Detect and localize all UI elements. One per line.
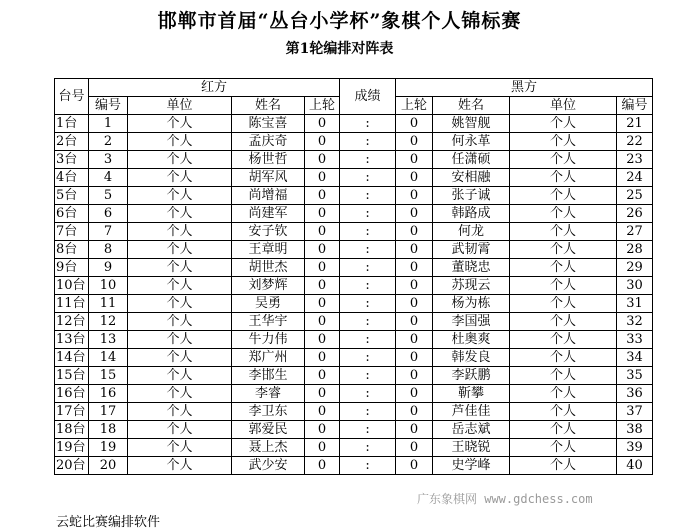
black-name-cell: 韩发良 — [433, 349, 510, 367]
software-credit: 云蛇比赛编排软件 — [56, 515, 161, 530]
board-cell: 3台 — [55, 151, 89, 169]
black-name-cell: 张子诚 — [433, 187, 510, 205]
header-board: 台号 — [55, 79, 89, 115]
board-cell: 19台 — [55, 439, 89, 457]
black-unit-cell: 个人 — [510, 295, 617, 313]
result-cell: : — [340, 133, 396, 151]
black-prev-score-cell: 0 — [396, 295, 433, 313]
result-cell: : — [340, 385, 396, 403]
black-number-cell: 31 — [617, 295, 653, 313]
black-unit-cell: 个人 — [510, 403, 617, 421]
board-cell: 11台 — [55, 295, 89, 313]
red-number-cell: 3 — [89, 151, 128, 169]
table-row — [55, 367, 653, 385]
black-number-cell: 22 — [617, 133, 653, 151]
black-name-cell: 杨为栋 — [433, 295, 510, 313]
result-cell: : — [340, 349, 396, 367]
red-number-cell: 11 — [89, 295, 128, 313]
black-name-cell: 史学峰 — [433, 457, 510, 475]
black-name-cell: 武韧霄 — [433, 241, 510, 259]
result-cell: : — [340, 277, 396, 295]
red-name-cell: 王章明 — [232, 241, 305, 259]
black-number-cell: 23 — [617, 151, 653, 169]
red-name-cell: 陈宝喜 — [232, 115, 305, 133]
black-number-cell: 21 — [617, 115, 653, 133]
black-number-cell: 37 — [617, 403, 653, 421]
red-name-cell: 胡世杰 — [232, 259, 305, 277]
black-prev-score-cell: 0 — [396, 277, 433, 295]
black-unit-cell: 个人 — [510, 277, 617, 295]
black-name-cell: 董晓忠 — [433, 259, 510, 277]
pairing-table — [54, 78, 653, 475]
black-name-cell: 姚智舰 — [433, 115, 510, 133]
board-cell: 13台 — [55, 331, 89, 349]
red-prev-score-cell: 0 — [305, 241, 340, 259]
red-number-cell: 1 — [89, 115, 128, 133]
red-unit-cell: 个人 — [128, 313, 232, 331]
result-cell: : — [340, 169, 396, 187]
result-cell: : — [340, 187, 396, 205]
black-number-cell: 36 — [617, 385, 653, 403]
black-name-cell: 李国强 — [433, 313, 510, 331]
black-unit-cell: 个人 — [510, 151, 617, 169]
red-name-cell: 牛力伟 — [232, 331, 305, 349]
black-number-cell: 28 — [617, 241, 653, 259]
black-unit-cell: 个人 — [510, 133, 617, 151]
black-number-cell: 30 — [617, 277, 653, 295]
black-number-cell: 39 — [617, 439, 653, 457]
red-prev-score-cell: 0 — [305, 295, 340, 313]
red-unit-cell: 个人 — [128, 169, 232, 187]
black-unit-cell: 个人 — [510, 223, 617, 241]
red-number-cell: 2 — [89, 133, 128, 151]
header-black-name: 姓名 — [433, 97, 510, 115]
watermark-text: 广东象棋网 www.gdchess.com — [417, 492, 593, 506]
red-prev-score-cell: 0 — [305, 151, 340, 169]
header-red-number: 编号 — [89, 97, 128, 115]
black-prev-score-cell: 0 — [396, 313, 433, 331]
red-number-cell: 5 — [89, 187, 128, 205]
black-unit-cell: 个人 — [510, 349, 617, 367]
result-cell: : — [340, 151, 396, 169]
header-red-side: 红方 — [89, 79, 340, 97]
table-row — [55, 331, 653, 349]
black-prev-score-cell: 0 — [396, 403, 433, 421]
red-number-cell: 16 — [89, 385, 128, 403]
red-number-cell: 7 — [89, 223, 128, 241]
black-prev-score-cell: 0 — [396, 115, 433, 133]
red-prev-score-cell: 0 — [305, 313, 340, 331]
result-cell: : — [340, 367, 396, 385]
black-prev-score-cell: 0 — [396, 259, 433, 277]
red-unit-cell: 个人 — [128, 241, 232, 259]
board-cell: 15台 — [55, 367, 89, 385]
red-name-cell: 聂上杰 — [232, 439, 305, 457]
board-cell: 4台 — [55, 169, 89, 187]
red-number-cell: 9 — [89, 259, 128, 277]
red-number-cell: 4 — [89, 169, 128, 187]
red-number-cell: 13 — [89, 331, 128, 349]
header-row-top — [55, 79, 653, 97]
red-unit-cell: 个人 — [128, 385, 232, 403]
black-unit-cell: 个人 — [510, 313, 617, 331]
red-name-cell: 郑广州 — [232, 349, 305, 367]
red-number-cell: 20 — [89, 457, 128, 475]
header-black-unit: 单位 — [510, 97, 617, 115]
black-number-cell: 27 — [617, 223, 653, 241]
result-cell: : — [340, 295, 396, 313]
header-result: 成绩 — [340, 79, 396, 115]
result-cell: : — [340, 313, 396, 331]
red-prev-score-cell: 0 — [305, 187, 340, 205]
page-title: 邯郸市首届“丛台小学杯”象棋个人锦标赛 — [157, 10, 522, 32]
red-prev-score-cell: 0 — [305, 115, 340, 133]
black-unit-cell: 个人 — [510, 259, 617, 277]
red-prev-score-cell: 0 — [305, 457, 340, 475]
black-prev-score-cell: 0 — [396, 169, 433, 187]
red-name-cell: 郭爱民 — [232, 421, 305, 439]
black-prev-score-cell: 0 — [396, 421, 433, 439]
table-row — [55, 205, 653, 223]
black-name-cell: 王晓锐 — [433, 439, 510, 457]
red-unit-cell: 个人 — [128, 421, 232, 439]
red-prev-score-cell: 0 — [305, 349, 340, 367]
black-prev-score-cell: 0 — [396, 241, 433, 259]
red-number-cell: 15 — [89, 367, 128, 385]
black-number-cell: 40 — [617, 457, 653, 475]
table-row — [55, 385, 653, 403]
table-row — [55, 115, 653, 133]
result-cell: : — [340, 403, 396, 421]
red-name-cell: 杨世哲 — [232, 151, 305, 169]
black-prev-score-cell: 0 — [396, 367, 433, 385]
red-name-cell: 胡军风 — [232, 169, 305, 187]
table-row — [55, 187, 653, 205]
black-number-cell: 33 — [617, 331, 653, 349]
header-black-number: 编号 — [617, 97, 653, 115]
red-number-cell: 6 — [89, 205, 128, 223]
board-cell: 2台 — [55, 133, 89, 151]
black-prev-score-cell: 0 — [396, 187, 433, 205]
red-number-cell: 18 — [89, 421, 128, 439]
red-name-cell: 尚增福 — [232, 187, 305, 205]
black-name-cell: 韩路成 — [433, 205, 510, 223]
red-unit-cell: 个人 — [128, 151, 232, 169]
red-name-cell: 李睿 — [232, 385, 305, 403]
red-number-cell: 12 — [89, 313, 128, 331]
board-cell: 6台 — [55, 205, 89, 223]
red-prev-score-cell: 0 — [305, 421, 340, 439]
red-unit-cell: 个人 — [128, 115, 232, 133]
red-name-cell: 李邯生 — [232, 367, 305, 385]
black-number-cell: 26 — [617, 205, 653, 223]
black-prev-score-cell: 0 — [396, 133, 433, 151]
red-name-cell: 武少安 — [232, 457, 305, 475]
red-prev-score-cell: 0 — [305, 403, 340, 421]
red-name-cell: 王华宇 — [232, 313, 305, 331]
result-cell: : — [340, 259, 396, 277]
black-number-cell: 38 — [617, 421, 653, 439]
red-name-cell: 吴勇 — [232, 295, 305, 313]
board-cell: 8台 — [55, 241, 89, 259]
table-row — [55, 277, 653, 295]
black-number-cell: 32 — [617, 313, 653, 331]
black-unit-cell: 个人 — [510, 331, 617, 349]
header-red-unit: 单位 — [128, 97, 232, 115]
black-prev-score-cell: 0 — [396, 205, 433, 223]
round-subtitle: 第1轮编排对阵表 — [285, 41, 394, 57]
black-prev-score-cell: 0 — [396, 457, 433, 475]
red-unit-cell: 个人 — [128, 259, 232, 277]
header-red-name: 姓名 — [232, 97, 305, 115]
black-prev-score-cell: 0 — [396, 385, 433, 403]
red-number-cell: 8 — [89, 241, 128, 259]
black-prev-score-cell: 0 — [396, 349, 433, 367]
board-cell: 12台 — [55, 313, 89, 331]
red-name-cell: 刘梦辉 — [232, 277, 305, 295]
black-unit-cell: 个人 — [510, 367, 617, 385]
red-unit-cell: 个人 — [128, 223, 232, 241]
result-cell: : — [340, 241, 396, 259]
table-row — [55, 457, 653, 475]
red-number-cell: 17 — [89, 403, 128, 421]
black-number-cell: 29 — [617, 259, 653, 277]
red-prev-score-cell: 0 — [305, 259, 340, 277]
table-row — [55, 133, 653, 151]
red-name-cell: 孟庆奇 — [232, 133, 305, 151]
red-name-cell: 安子钦 — [232, 223, 305, 241]
black-number-cell: 34 — [617, 349, 653, 367]
black-number-cell: 25 — [617, 187, 653, 205]
table-row — [55, 349, 653, 367]
black-name-cell: 何永革 — [433, 133, 510, 151]
black-name-cell: 靳攀 — [433, 385, 510, 403]
red-unit-cell: 个人 — [128, 349, 232, 367]
header-black-side: 黑方 — [396, 79, 653, 97]
header-black-prev: 上轮 — [396, 97, 433, 115]
red-prev-score-cell: 0 — [305, 223, 340, 241]
table-row — [55, 421, 653, 439]
black-prev-score-cell: 0 — [396, 439, 433, 457]
black-unit-cell: 个人 — [510, 457, 617, 475]
black-unit-cell: 个人 — [510, 439, 617, 457]
board-cell: 18台 — [55, 421, 89, 439]
red-unit-cell: 个人 — [128, 403, 232, 421]
table-row — [55, 295, 653, 313]
red-prev-score-cell: 0 — [305, 169, 340, 187]
table-row — [55, 241, 653, 259]
black-unit-cell: 个人 — [510, 385, 617, 403]
black-name-cell: 安相融 — [433, 169, 510, 187]
black-name-cell: 岳志斌 — [433, 421, 510, 439]
table-row — [55, 223, 653, 241]
board-cell: 20台 — [55, 457, 89, 475]
red-number-cell: 14 — [89, 349, 128, 367]
table-row — [55, 169, 653, 187]
board-cell: 10台 — [55, 277, 89, 295]
red-unit-cell: 个人 — [128, 277, 232, 295]
black-unit-cell: 个人 — [510, 421, 617, 439]
black-name-cell: 苏现云 — [433, 277, 510, 295]
red-prev-score-cell: 0 — [305, 277, 340, 295]
table-row — [55, 403, 653, 421]
black-prev-score-cell: 0 — [396, 223, 433, 241]
black-unit-cell: 个人 — [510, 187, 617, 205]
result-cell: : — [340, 205, 396, 223]
black-unit-cell: 个人 — [510, 205, 617, 223]
board-cell: 5台 — [55, 187, 89, 205]
black-number-cell: 24 — [617, 169, 653, 187]
red-prev-score-cell: 0 — [305, 331, 340, 349]
red-prev-score-cell: 0 — [305, 385, 340, 403]
table-row — [55, 259, 653, 277]
result-cell: : — [340, 115, 396, 133]
board-cell: 1台 — [55, 115, 89, 133]
red-number-cell: 19 — [89, 439, 128, 457]
red-unit-cell: 个人 — [128, 367, 232, 385]
black-prev-score-cell: 0 — [396, 331, 433, 349]
red-prev-score-cell: 0 — [305, 205, 340, 223]
red-unit-cell: 个人 — [128, 439, 232, 457]
black-prev-score-cell: 0 — [396, 151, 433, 169]
black-number-cell: 35 — [617, 367, 653, 385]
black-unit-cell: 个人 — [510, 169, 617, 187]
red-name-cell: 尚建军 — [232, 205, 305, 223]
red-unit-cell: 个人 — [128, 187, 232, 205]
board-cell: 17台 — [55, 403, 89, 421]
red-prev-score-cell: 0 — [305, 439, 340, 457]
black-unit-cell: 个人 — [510, 115, 617, 133]
board-cell: 14台 — [55, 349, 89, 367]
black-name-cell: 李跃鹏 — [433, 367, 510, 385]
red-prev-score-cell: 0 — [305, 133, 340, 151]
table-row — [55, 313, 653, 331]
board-cell: 16台 — [55, 385, 89, 403]
red-unit-cell: 个人 — [128, 331, 232, 349]
red-name-cell: 李卫东 — [232, 403, 305, 421]
red-prev-score-cell: 0 — [305, 367, 340, 385]
red-unit-cell: 个人 — [128, 457, 232, 475]
result-cell: : — [340, 439, 396, 457]
result-cell: : — [340, 457, 396, 475]
table-row — [55, 439, 653, 457]
header-red-prev: 上轮 — [305, 97, 340, 115]
result-cell: : — [340, 421, 396, 439]
black-name-cell: 任潇硕 — [433, 151, 510, 169]
red-number-cell: 10 — [89, 277, 128, 295]
table-row — [55, 151, 653, 169]
board-cell: 7台 — [55, 223, 89, 241]
red-unit-cell: 个人 — [128, 205, 232, 223]
red-unit-cell: 个人 — [128, 295, 232, 313]
result-cell: : — [340, 223, 396, 241]
black-name-cell: 杜奥爽 — [433, 331, 510, 349]
result-cell: : — [340, 331, 396, 349]
board-cell: 9台 — [55, 259, 89, 277]
black-name-cell: 芦佳佳 — [433, 403, 510, 421]
black-unit-cell: 个人 — [510, 241, 617, 259]
red-unit-cell: 个人 — [128, 133, 232, 151]
black-name-cell: 何龙 — [433, 223, 510, 241]
